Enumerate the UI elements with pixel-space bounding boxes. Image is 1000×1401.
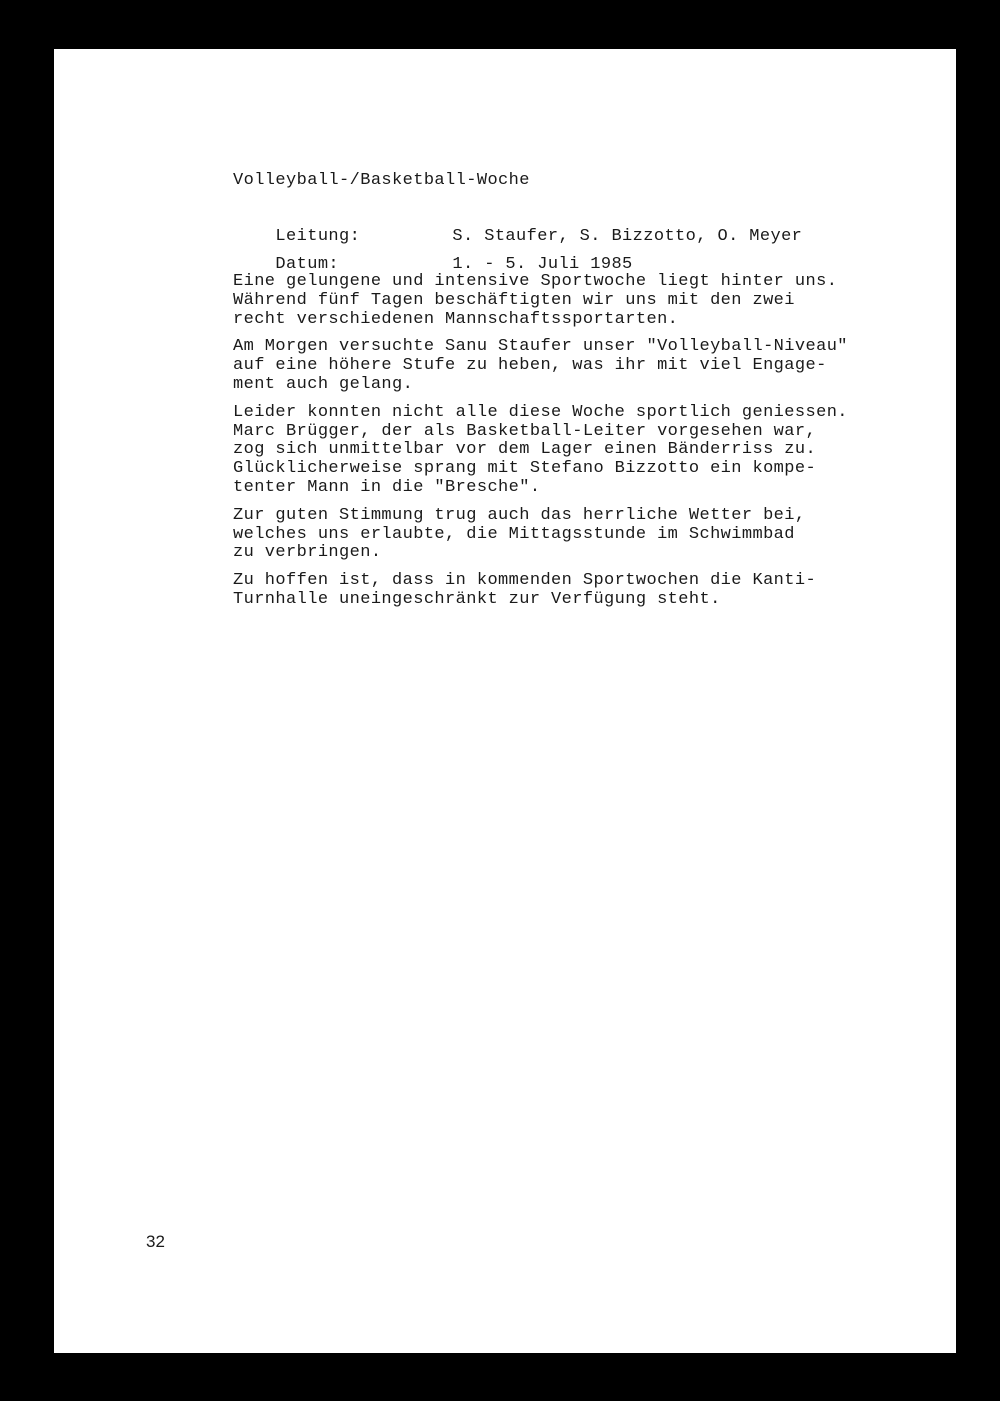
paragraph [233,273,913,329]
text-line: Am Morgen versuchte Sanu Staufer unser "Volleyball-Niveau" [233,337,848,357]
datum-value: 1. - 5. Juli 1985 [452,255,633,274]
page-number: 32 [146,1232,165,1251]
text-line: welches uns erlaubte, die Mittagsstunde im Schwimmbad [233,524,795,544]
text-line: Turnhalle uneingeschränkt zur Verfügung steht. [233,589,721,609]
text-line: Zu hoffen ist, dass in kommenden Sportwochen die Kanti- [233,571,817,591]
text-line: Glücklicherweise sprang mit Stefano Bizzotto ein kompe- [233,459,817,479]
document-title: Volleyball-/Basketball-Woche [233,171,530,190]
paragraph [233,572,913,610]
paragraph [233,404,913,498]
document-page [54,49,956,1353]
text-line: Leider konnten nicht alle diese Woche sportlich geniessen. [233,402,848,422]
datum-label: Datum: [275,255,340,274]
text-line: zog sich unmittelbar vor dem Lager einen Bänderriss zu. [233,440,817,460]
leitung-value: S. Staufer, S. Bizzotto, O. Meyer [452,227,803,246]
text-line: zu verbringen. [233,543,382,563]
text-line: auf eine höhere Stufe zu heben, was ihr mit viel Engage- [233,356,827,376]
text-line: Eine gelungene und intensive Sportwoche liegt hinter uns. [233,272,838,291]
text-line: ment auch gelang. [233,374,414,394]
document-body [233,273,913,619]
text-line: recht verschiedenen Mannschaftssportarten. [233,309,679,329]
text-line: Während fünf Tagen beschäftigten wir uns mit den zwei [233,290,795,310]
text-line: Marc Brügger, der als Basketball-Leiter vorgesehen war, [233,421,817,441]
paragraph [233,507,913,563]
text-line: Zur guten Stimmung trug auch das herrliche Wetter bei, [233,505,806,525]
paragraph [233,338,913,394]
text-line: tenter Mann in die "Bresche". [233,477,541,497]
leitung-label: Leitung: [275,227,361,246]
